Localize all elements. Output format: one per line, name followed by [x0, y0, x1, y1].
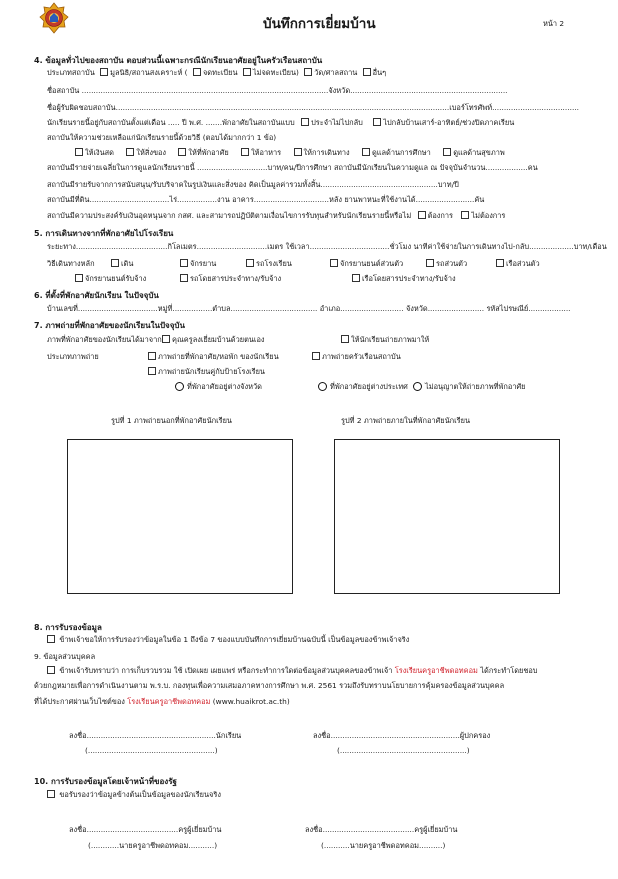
radio-button[interactable] [175, 382, 184, 391]
mode-school-bus: รถโรงเรียน [256, 259, 292, 268]
checkbox[interactable] [47, 635, 55, 643]
section-7-heading: 7. ภาพถ่ายที่พักอาศัยของนักเรียนในปัจจุบัน [34, 321, 185, 330]
photo-1-caption: รูปที่ 1 ภาพถ่ายนอกที่พักอาศัยนักเรียน [111, 416, 232, 425]
loc-no-photo: ไม่อนุญาตให้ถ่ายภาพที่พักอาศัย [425, 382, 526, 391]
checkbox[interactable] [75, 148, 83, 156]
privacy-text-d: ที่ได้ประกาศผ่านเว็บไซต์ของ [34, 697, 125, 706]
checkbox[interactable] [496, 259, 504, 267]
school-emblem-icon [38, 2, 70, 34]
radio-button[interactable] [413, 382, 422, 391]
radio-button[interactable] [318, 382, 327, 391]
checkbox[interactable] [178, 148, 186, 156]
photo-1-box[interactable] [67, 439, 293, 594]
mode-car: รถส่วนตัว [436, 259, 468, 268]
checkbox[interactable] [111, 259, 119, 267]
mode-public-boat-item [352, 274, 456, 284]
privacy-text-a: ข้าพเจ้ารับทราบว่า การเก็บรวบรวม ใช้ เปิดเผย เผยแพร่ หรือกระทำการใดต่อข้อมูลส่วนบุคคลของข้าพเจ้า [59, 666, 393, 675]
institution-type-label: ประเภทสถาบัน [47, 68, 95, 77]
checkbox[interactable] [180, 259, 188, 267]
checkbox[interactable] [148, 367, 156, 375]
checkbox[interactable] [352, 274, 360, 282]
checkbox[interactable] [193, 68, 201, 76]
checkbox[interactable] [443, 148, 451, 156]
src-teacher-visit: คุณครูลงเยี่ยมบ้านด้วยตนเอง [172, 335, 265, 344]
mode-motorcycle-taxi: จักรยานยนต์รับจ้าง [85, 274, 147, 283]
checkbox[interactable] [362, 148, 370, 156]
help-label: สถาบันให้ความช่วยเหลือแก่นักเรียนรายนี้ด้วยวิธี (ตอบได้มากกว่า 1 ข้อ) [47, 133, 277, 142]
mode-motorcycle-item [330, 259, 403, 269]
option-registered: จดทะเบียน [202, 68, 238, 77]
stay-text: นักเรียนรายนี้อยู่กับสถาบันตั้งแต่เดือน ..... ปี พ.ศ. .......พักอาศัยในสถาบันแบบ [47, 118, 295, 127]
type-residence: ภาพถ่ายที่พักอาศัย/หอพัก ของนักเรียน [158, 352, 279, 361]
photo-source-label: ภาพที่พักอาศัยของนักเรียนได้มาจาก [47, 335, 162, 344]
mode-public-bus: รถโดยสารประจำทาง/รับจ้าง [190, 274, 282, 283]
privacy-text-c: ด้วยกฎหมายเพื่อการดำเนินงานตาม พ.ร.บ. กองทุนเพื่อความเสมอภาคทางการศึกษา พ.ศ. 2561 รวมถึงรับทราบนโยบายการคุ้มครองข้อมูลส่วนบุคคล [34, 681, 505, 690]
checkbox[interactable] [426, 259, 434, 267]
teacher-signature-left[interactable]: ลงชื่อ.......................................ครูผู้เยี่ยมบ้าน [69, 825, 222, 834]
checkbox[interactable] [180, 274, 188, 282]
checkbox[interactable] [341, 335, 349, 343]
checkbox[interactable] [126, 148, 134, 156]
option-foundation: มูลนิธิ/สถานสงเคราะห์ ( [110, 68, 188, 77]
type-household-item [312, 352, 401, 362]
section-8-heading: 8. การรับรองข้อมูล [34, 623, 102, 632]
certify-text: ข้าพเจ้าขอให้การรับรองว่าข้อมูลในข้อ 1 ถึงข้อ 7 ของแบบบันทึกการเยี่ยมบ้านฉบับนี้ เป็นข้อมูลของข้าพเจ้าจริง [59, 635, 410, 644]
page-title: บันทึกการเยี่ยมบ้าน [263, 16, 376, 32]
checkbox[interactable] [47, 666, 55, 674]
mode-motorcycle-taxi-item [75, 274, 146, 284]
help-travel: ให้การเดินทาง [303, 148, 350, 157]
src-student-photo: ให้นักเรียนถ่ายภาพมาให้ [351, 335, 430, 344]
guardian-name-paren[interactable]: (......................................................) [337, 746, 470, 755]
checkbox[interactable] [162, 335, 170, 343]
loc-abroad: ที่พักอาศัยอยู่ต่างประเทศ [330, 382, 408, 391]
teacher-signature-right[interactable]: ลงชื่อ.......................................ครูผู้เยี่ยมบ้าน [305, 825, 458, 834]
option-other: อื่นๆ [372, 68, 387, 77]
option-not-want: ไม่ต้องการ [471, 211, 506, 220]
income-line: สถาบันมีรายรับจากการสนับสนุน/รับบริจาคในรูปเงินและสิ่งของ คิดเป็นมูลค่ารวมทั้งสิ้น..................................................บาท/ปี [47, 180, 459, 189]
checkbox[interactable] [47, 790, 55, 798]
help-education: ดูแลด้านการศึกษา [371, 148, 431, 157]
institution-type-row [47, 68, 386, 78]
photo-2-caption: รูปที่ 2 ภาพถ่ายภายในที่พักอาศัยนักเรียน [341, 416, 471, 425]
option-want: ต้องการ [427, 211, 454, 220]
mode-boat: เรือส่วนตัว [506, 259, 540, 268]
type-institution-household: ภาพถ่ายครัวเรือนสถาบัน [322, 352, 401, 361]
photo-2-box[interactable] [334, 439, 560, 594]
checkbox[interactable] [330, 259, 338, 267]
checkbox[interactable] [418, 211, 426, 219]
option-unregistered: ไม่จดทะเบียน) [252, 68, 299, 77]
school-website: (www.huaikrot.ac.th) [212, 697, 290, 706]
option-weekend-return: ไปกลับบ้านเสาร์-อาทิตย์/ช่วงปิดภาคเรียน [383, 118, 515, 127]
page-number: หน้า 2 [543, 19, 565, 28]
option-temple: วัด/ศาลสถาน [314, 68, 358, 77]
mode-bicycle-item [180, 259, 216, 269]
checkbox[interactable] [363, 68, 371, 76]
loc-no-photo-item [413, 382, 525, 392]
distance-line: ระยะทาง.......................................กิโลเมตร..............................เมตร ใช้เวลา..................................ชั่วโมง นาทีค่าใช้จ่ายในการเดินทางไป-กลับ...................บาท/เดือน [47, 242, 607, 251]
mode-school-bus-item [246, 259, 292, 269]
privacy-row-3 [34, 697, 290, 707]
help-cash: ให้เงินสด [85, 148, 114, 157]
checkbox[interactable] [461, 211, 469, 219]
section-4-heading: 4. ข้อมูลทั่วไปของสถาบัน ตอบส่วนนี้เฉพาะกรณีนักเรียนอาศัยอยู่ในครัวเรือนสถาบัน [34, 56, 323, 65]
checkbox[interactable] [246, 259, 254, 267]
section-9-heading: 9. ข้อมูลส่วนบุคคล [34, 652, 96, 661]
photo-type-label: ประเภทภาพถ่าย [47, 352, 99, 361]
official-certify-text: ขอรับรองว่าข้อมูลข้างต้นเป็นข้อมูลของนักเรียนจริง [59, 790, 221, 799]
official-certify-row [47, 790, 221, 800]
land-building-line: สถาบันมีที่ดิน..................................ไร่.................งาน อาคาร................................หลัง ยานพาหนะที่ใช้งานได้.........................คัน [47, 195, 485, 204]
certify-row [47, 635, 409, 645]
checkbox[interactable] [373, 118, 381, 126]
student-name-paren[interactable]: (......................................................) [85, 746, 218, 755]
section-6-heading: 6. ที่ตั้งที่พักอาศัยนักเรียน ในปัจจุบัน [34, 291, 159, 300]
teacher-name-right[interactable]: (...........นายครูอาชีพดอทคอม..........) [321, 841, 446, 850]
type-signboard-item [148, 367, 265, 377]
guardian-signature-line[interactable]: ลงชื่อ.......................................................ผู้ปกครอง [313, 731, 491, 740]
checkbox[interactable] [301, 118, 309, 126]
subsidy-intent-row [47, 211, 505, 221]
travel-mode-label: วิธีเดินทางหลัก [47, 259, 95, 268]
school-name: โรงเรียนครูอาชีพดอทคอม [394, 666, 478, 675]
checkbox[interactable] [148, 352, 156, 360]
school-name: โรงเรียนครูอาชีพดอทคอม [127, 697, 211, 706]
checkbox[interactable] [312, 352, 320, 360]
mode-motorcycle: จักรยานยนต์ส่วนตัว [340, 259, 404, 268]
loc-other-province: ที่พักอาศัยอยู่ต่างจังหวัด [187, 382, 262, 391]
privacy-row-1 [47, 666, 538, 676]
address-line: บ้านเลขที่..................................หมู่ที่.................ตำบล..................................... อำเภอ........................... จังหวัด........................ รหัสไปรษณีย์.................. [47, 304, 571, 313]
checkbox[interactable] [304, 68, 312, 76]
help-housing: ให้ที่พักอาศัย [188, 148, 229, 157]
help-goods: ให้สิ่งของ [136, 148, 167, 157]
option-boarding: ประจำไม่ไปกลับ [311, 118, 363, 127]
teacher-name-left[interactable]: (............นายครูอาชีพดอทคอม...........) [88, 841, 218, 850]
mode-bicycle: จักรยาน [190, 259, 217, 268]
checkbox[interactable] [100, 68, 108, 76]
mode-walk-item [111, 259, 133, 269]
type-residence-item [148, 352, 279, 362]
loc-abroad-item [318, 382, 408, 392]
cost-line: สถาบันมีรายจ่ายเฉลี่ยในการดูแลนักเรียนรายนี้ ..............................บาท/คน/ปีการศึกษา สถาบันมีนักเรียนในความดูแล ณ ปัจจุบันจำนวน..................คน [47, 163, 538, 172]
checkbox[interactable] [75, 274, 83, 282]
src-student-item [341, 335, 429, 345]
checkbox[interactable] [243, 68, 251, 76]
checkbox[interactable] [241, 148, 249, 156]
mode-walk: เดิน [121, 259, 134, 268]
loc-other-province-item [175, 382, 262, 392]
help-health: ดูแลด้านสุขภาพ [453, 148, 505, 157]
section-10-heading: 10. การรับรองข้อมูลโดยเจ้าหน้าที่ของรัฐ [34, 777, 177, 786]
help-food: ให้อาหาร [251, 148, 282, 157]
help-options-row [75, 148, 505, 158]
institution-name-line: ชื่อสถาบัน .........................................................................................................จังหวัด................................................................... [47, 86, 508, 95]
stay-row [47, 118, 514, 128]
mode-public-boat: เรือโดยสารประจำทาง/รับจ้าง [362, 274, 456, 283]
privacy-text-b: ได้กระทำโดยชอบ [480, 666, 538, 675]
student-signature-line[interactable]: ลงชื่อ.......................................................นักเรียน [69, 731, 242, 740]
mode-boat-item [496, 259, 540, 269]
src-teacher-item [162, 335, 265, 345]
responsible-person-line: ชื่อผู้รับผิดชอบสถาบัน..............................................................................................................................................เบอร์โทรศัพท์..................................... [47, 103, 579, 112]
type-student-signboard: ภาพถ่ายนักเรียนคู่กับป้ายโรงเรียน [158, 367, 265, 376]
mode-car-item [426, 259, 467, 269]
mode-public-bus-item [180, 274, 281, 284]
subsidy-intent-text: สถาบันมีความประสงค์รับเงินอุดหนุนจาก กสศ. และสามารถปฏิบัติตามเงื่อนไขการรับทุนสำหรับนักเรียนรายนี้หรือไม่ [47, 211, 412, 220]
section-5-heading: 5. การเดินทางจากที่พักอาศัยไปโรงเรียน [34, 229, 174, 238]
checkbox[interactable] [294, 148, 302, 156]
